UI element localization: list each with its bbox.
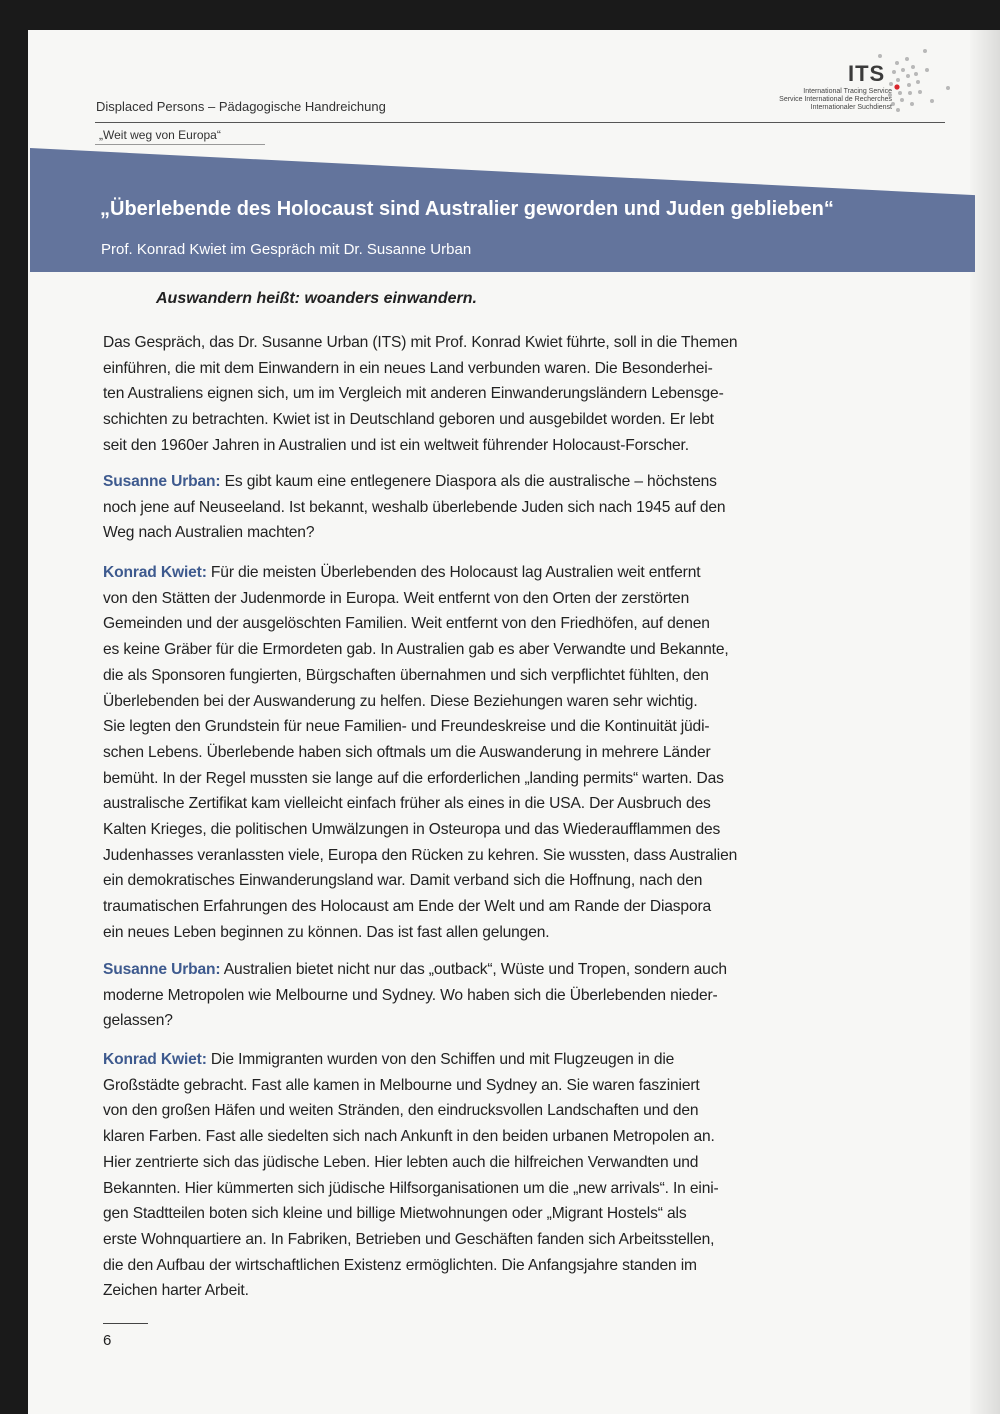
text-line: seit den 1960er Jahren in Australien und ist ein weltweit führender Holocaust-Forscher. — [103, 436, 689, 454]
text-line: einführen, die mit dem Einwandern in ein neues Land verbunden waren. Die Besonderhei- — [103, 359, 713, 377]
article-subtitle: Prof. Konrad Kwiet im Gespräch mit Dr. Susanne Urban — [101, 241, 472, 258]
text-line: noch jene auf Neuseeland. Ist bekannt, weshalb überlebende Juden sich nach 1945 auf den — [103, 498, 726, 516]
text-line: ein neues Leben beginnen zu können. Das ist fast allen gelungen. — [103, 923, 550, 941]
text-line: schen Lebens. Überlebende haben sich oftmals um die Auswanderung in mehrere Länder — [103, 743, 711, 761]
text-line: Kalten Krieges, die politischen Umwälzungen in Osteuropa und das Wiederaufflammen des — [103, 821, 721, 839]
text-line: es keine Gräber für die Ermordeten gab. In Australien gab es aber Verwandte und Bekannte, — [103, 641, 729, 659]
text-line: erste Wohnquartiere an. In Fabriken, Betrieben und Geschäften fanden sich Arbeitsstellen, — [103, 1230, 715, 1248]
text-line: Das Gespräch, das Dr. Susanne Urban (ITS) mit Prof. Konrad Kwiet führte, soll in die Themen — [103, 334, 738, 351]
paragraph-answer-2 — [103, 1047, 719, 1304]
its-logo — [770, 48, 970, 120]
text-line: Gemeinden und der ausgelöschten Familien. Weit entfernt von den Friedhöfen, auf denen — [103, 615, 710, 633]
speaker-name: Susanne Urban: — [103, 473, 221, 490]
text-line: ten Australiens eignen sich, um im Vergleich mit anderen Einwanderungsländern Lebensge- — [103, 385, 724, 403]
line-text: Australien bietet nicht nur das „outback“, Wüste und Tropen, sondern auch — [220, 961, 727, 978]
text-line: Sie legten den Grundstein für neue Familien- und Freundeskreise und die Kontinuität jüdi- — [103, 718, 710, 736]
running-header: Displaced Persons – Pädagogische Handreichung — [96, 99, 386, 114]
logo-line-de: Internationaler Suchdienst — [810, 104, 892, 111]
lead-heading: Auswandern heißt: woanders einwandern. — [156, 290, 477, 307]
paragraph-intro — [103, 330, 737, 459]
text-line — [103, 957, 727, 983]
text-line: schichten zu betrachten. Kwiet ist in Deutschland geboren und ausgebildet worden. Er lebt — [103, 411, 714, 429]
text-line: Überlebenden bei der Auswanderung zu helfen. Diese Beziehungen waren sehr wichtig. — [103, 692, 698, 710]
text-line — [103, 560, 737, 586]
section-title: „Weit weg von Europa“ — [99, 128, 221, 142]
text-line: Judenhasses veranlassten viele, Europa den Rücken zu kehren. Sie wussten, dass Australien — [103, 846, 738, 864]
text-line — [103, 469, 725, 495]
speaker-name: Konrad Kwiet: — [103, 564, 207, 581]
text-line: Bekannten. Hier kümmerten sich jüdische Hilfsorganisationen um die „new arrivals“. In eini- — [103, 1179, 719, 1197]
text-line: Zeichen harter Arbeit. — [103, 1282, 249, 1300]
footer-rule — [103, 1323, 148, 1324]
text-line: traumatischen Erfahrungen des Holocaust am Ende der Welt und am Rande der Diaspora — [103, 898, 712, 916]
text-line: gelassen? — [103, 1012, 173, 1030]
text-line: ein demokratisches Einwanderungsland war. Damit verband sich die Hoffnung, nach den — [103, 872, 703, 890]
paragraph-question-2 — [103, 957, 727, 1034]
text-line: gen Stadtteilen boten sich kleine und billige Mietwohnungen oder „Migrant Hostels“ als — [103, 1205, 687, 1223]
article-title: „Überlebende des Holocaust sind Australier geworden und Juden geblieben“ — [100, 198, 834, 220]
text-line — [103, 1047, 719, 1073]
text-line: von den Stätten der Judenmorde in Europa. Weit entfernt von den Orten der zerstörten — [103, 589, 690, 607]
logo-abbr: ITS — [848, 61, 886, 86]
line-text: Die Immigranten wurden von den Schiffen und mit Flugzeugen in die — [206, 1051, 675, 1068]
logo-line-en: International Tracing Service — [803, 88, 892, 95]
text-line: moderne Metropolen wie Melbourne und Sydney. Wo haben sich die Überlebenden nieder- — [103, 986, 718, 1004]
section-rule — [95, 144, 265, 145]
text-line: bemüht. In der Regel mussten sie lange auf die erforderlichen „landing permits“ warten. Das — [103, 769, 724, 787]
line-text: Für die meisten Überlebenden des Holocaust lag Australien weit entfernt — [206, 564, 701, 581]
line-text: Es gibt kaum eine entlegenere Diaspora als die australische – höchstens — [220, 473, 717, 490]
text-line: Großstädte gebracht. Fast alle kamen in Melbourne und Sydney an. Sie waren fasziniert — [103, 1076, 700, 1094]
text-line: klaren Farben. Fast alle siedelten sich nach Ankunft in den beiden urbanen Metropolen an. — [103, 1128, 715, 1146]
header-rule — [95, 122, 945, 123]
logo-line-fr: Service International de Recherches — [779, 96, 892, 103]
paragraph-answer-1 — [103, 560, 737, 946]
speaker-name: Susanne Urban: — [103, 961, 221, 978]
text-line: Weg nach Australien machten? — [103, 524, 315, 542]
page-number: 6 — [103, 1332, 112, 1349]
text-line: die den Aufbau der wirtschaftlichen Existenz ermöglichten. Die Anfangsjahre standen im — [103, 1256, 697, 1274]
paragraph-question-1 — [103, 469, 725, 546]
text-line: australische Zertifikat kam vielleicht einfach früher als eines in die USA. Der Ausbruch des — [103, 795, 711, 813]
speaker-name: Konrad Kwiet: — [103, 1051, 207, 1068]
text-line: die als Sponsoren fungierten, Bürgschaften übernahmen und sich verpflichtet fühlten, den — [103, 666, 709, 684]
text-line: von den großen Häfen und weiten Stränden, den eindrucksvollen Landschaften und den — [103, 1102, 699, 1120]
text-line: Hier zentrierte sich das jüdische Leben. Hier lebten auch die hilfreichen Verwandten und — [103, 1153, 699, 1171]
